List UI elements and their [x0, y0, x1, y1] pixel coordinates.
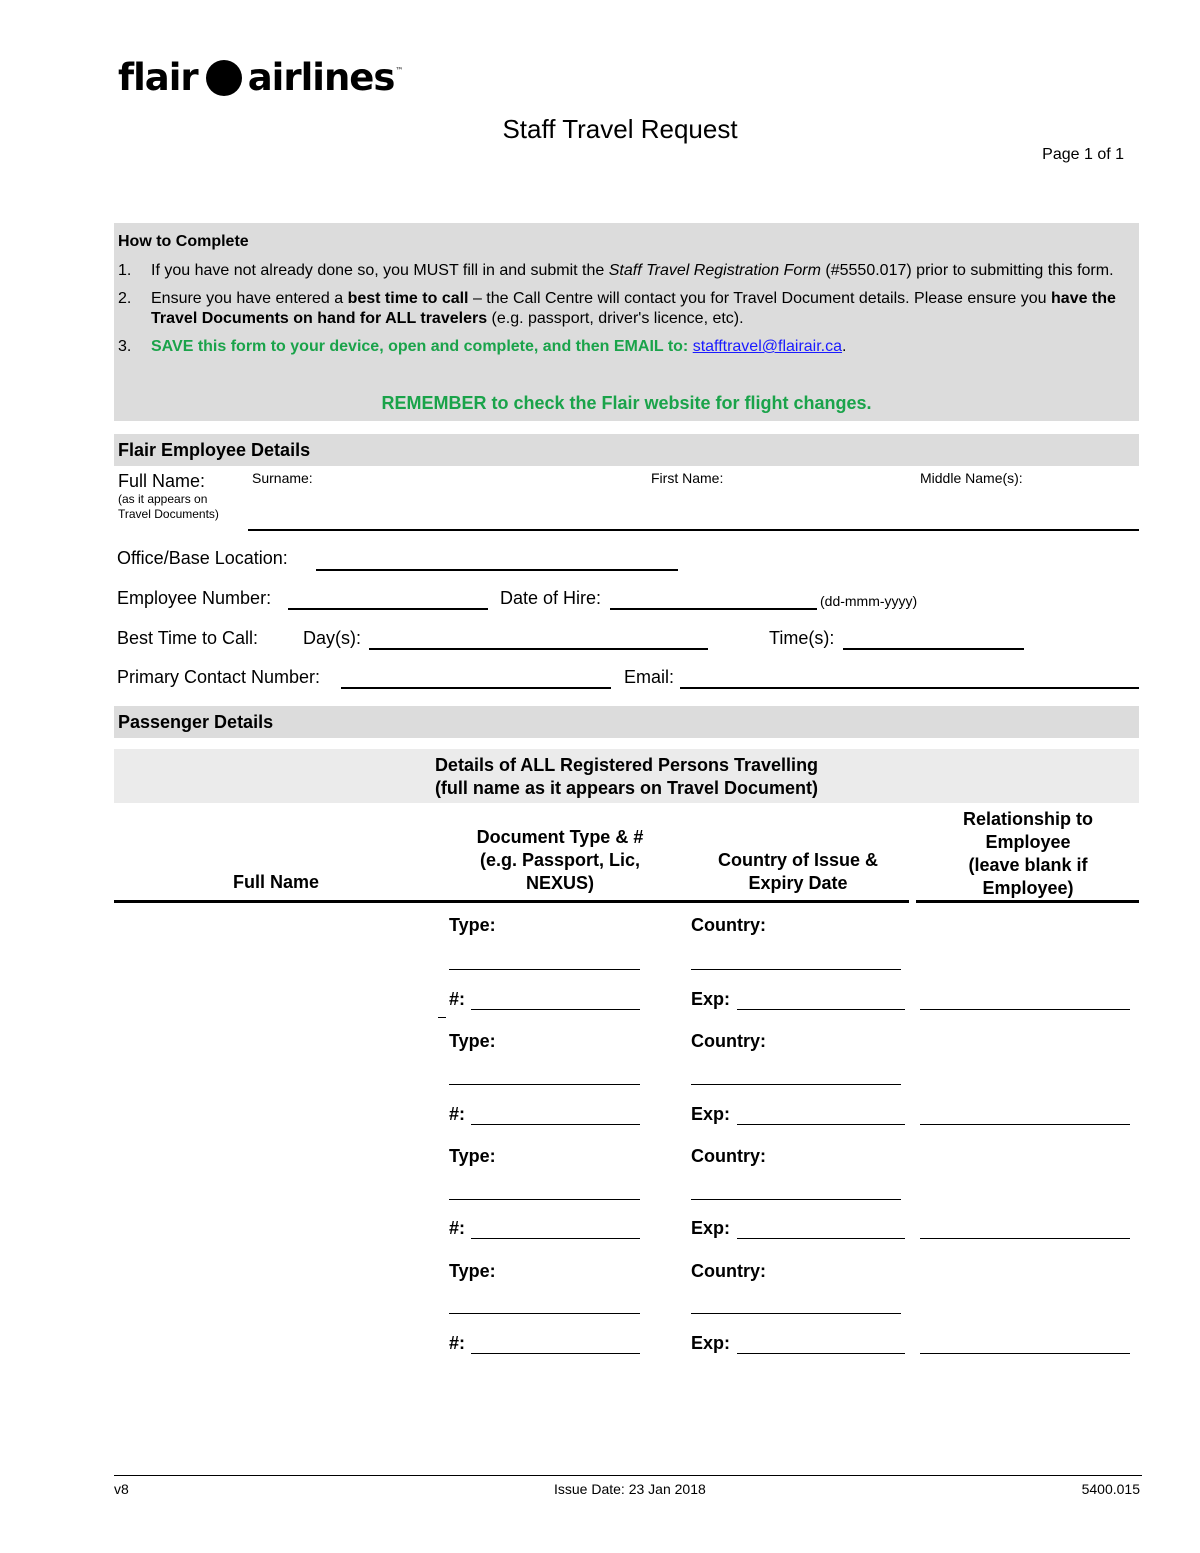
- logo-word-flair: flair: [118, 56, 198, 99]
- flair-airlines-logo: [118, 56, 402, 99]
- best-time-label: Best Time to Call:: [117, 628, 259, 648]
- days-label: Day(s):: [303, 628, 361, 648]
- header-line: Expiry Date: [748, 873, 848, 893]
- column-header-full-name: Full Name: [232, 872, 320, 892]
- header-line: Document Type & #: [476, 827, 644, 847]
- expiry-label: Exp:: [691, 1218, 731, 1238]
- employee-number-field[interactable]: [288, 608, 488, 610]
- relationship-field[interactable]: [920, 1353, 1130, 1354]
- document-number-field[interactable]: [471, 1238, 640, 1239]
- instruction-text: (#5550.017) prior to submitting this form.: [820, 262, 1114, 279]
- country-field[interactable]: [691, 1199, 901, 1200]
- country-label: Country:: [691, 915, 766, 935]
- section-title: Passenger Details: [118, 712, 274, 732]
- country-field[interactable]: [691, 1313, 901, 1314]
- document-type-field[interactable]: [449, 969, 640, 970]
- number-label: #:: [449, 1333, 466, 1353]
- full-name-field[interactable]: [248, 529, 1139, 531]
- document-number-field[interactable]: [471, 1353, 640, 1354]
- header-line: Country of Issue &: [717, 850, 878, 870]
- country-label: Country:: [691, 1261, 766, 1281]
- contact-number-label: Primary Contact Number:: [117, 667, 321, 687]
- expiry-field[interactable]: [737, 1353, 905, 1354]
- header-line: Employee): [982, 878, 1074, 898]
- passenger-details-header: [114, 706, 1139, 738]
- page-title: Staff Travel Request: [502, 114, 738, 144]
- type-label: Type:: [449, 1031, 496, 1051]
- surname-label: Surname:: [252, 470, 313, 486]
- date-of-hire-label: Date of Hire:: [500, 588, 602, 608]
- number-label: #:: [449, 1218, 466, 1238]
- footer-form-number: 5400.015: [1081, 1481, 1140, 1497]
- registered-persons-banner: [114, 749, 1139, 803]
- country-field[interactable]: [691, 969, 901, 970]
- logo-word-airlines: airlines: [247, 56, 395, 99]
- type-label: Type:: [449, 1146, 496, 1166]
- instruction-item-3: [118, 337, 1123, 357]
- full-name-note-line: Travel Documents): [118, 507, 219, 521]
- instruction-item-1: [118, 261, 1123, 281]
- page-number: Page 1 of 1: [1042, 146, 1124, 163]
- expiry-label: Exp:: [691, 989, 731, 1009]
- section-title: Flair Employee Details: [118, 440, 311, 460]
- date-format-hint: (dd-mmm-yyyy): [820, 593, 918, 609]
- date-of-hire-field[interactable]: [610, 608, 817, 610]
- instruction-text: (e.g. passport, driver's licence, etc).: [487, 310, 744, 327]
- instruction-item-2: [118, 289, 1123, 329]
- footer-issue-date: Issue Date: 23 Jan 2018: [554, 1481, 706, 1497]
- office-location-label: Office/Base Location:: [117, 548, 288, 568]
- header-line: (e.g. Passport, Lic,: [479, 850, 641, 870]
- footer-rule: [114, 1475, 1142, 1476]
- full-name-label: Full Name:: [118, 471, 206, 491]
- office-location-field[interactable]: [316, 569, 678, 571]
- country-field[interactable]: [691, 1084, 901, 1085]
- employee-number-label: Employee Number:: [117, 588, 272, 608]
- expiry-label: Exp:: [691, 1104, 731, 1124]
- first-name-label: First Name:: [651, 470, 724, 486]
- instruction-text: Ensure you have entered a: [151, 290, 348, 307]
- middle-name-label: Middle Name(s):: [920, 470, 1023, 486]
- instruction-list: [118, 261, 1123, 365]
- full-name-note-line: (as it appears on: [118, 492, 208, 506]
- table-header-rule: [916, 900, 1139, 903]
- country-label: Country:: [691, 1031, 766, 1051]
- instruction-text: – the Call Centre will contact you for Travel Document details. Please ensure you: [468, 290, 1052, 307]
- expiry-field[interactable]: [737, 1124, 905, 1125]
- times-field[interactable]: [843, 648, 1024, 650]
- document-type-field[interactable]: [449, 1313, 640, 1314]
- instruction-text: .: [842, 338, 847, 355]
- number-label: #:: [449, 1104, 466, 1124]
- instruction-emphasis: have the Travel Documents on hand for ALL travelers: [151, 290, 1116, 327]
- instruction-text: SAVE this form to your device, open and complete, and then EMAIL to:: [151, 338, 693, 355]
- expiry-field[interactable]: [737, 1009, 905, 1010]
- times-label: Time(s):: [769, 628, 835, 648]
- footer-version: v8: [114, 1481, 129, 1497]
- days-field[interactable]: [369, 648, 708, 650]
- banner-line: (full name as it appears on Travel Document): [434, 778, 819, 798]
- how-to-complete-box: [114, 223, 1139, 421]
- instruction-number: 1.: [118, 262, 132, 279]
- instruction-text: If you have not already done so, you MUST fill in and submit the: [151, 262, 609, 279]
- country-label: Country:: [691, 1146, 766, 1166]
- relationship-field[interactable]: [920, 1009, 1130, 1010]
- document-type-field[interactable]: [449, 1084, 640, 1085]
- document-number-field[interactable]: [471, 1124, 640, 1125]
- logo-dot-icon: [206, 60, 242, 96]
- email-field[interactable]: [680, 687, 1139, 689]
- number-label: #:: [449, 989, 466, 1009]
- header-line: NEXUS): [525, 873, 594, 893]
- remember-note: REMEMBER to check the Flair website for flight changes.: [381, 393, 872, 413]
- employee-details-header: [114, 434, 1139, 466]
- type-label: Type:: [449, 915, 496, 935]
- instruction-emphasis: best time to call: [347, 290, 469, 307]
- column-header-country: [688, 849, 908, 895]
- contact-number-field[interactable]: [341, 687, 611, 689]
- registration-form-name: Staff Travel Registration Form: [608, 262, 821, 279]
- relationship-field[interactable]: [920, 1124, 1130, 1125]
- expiry-field[interactable]: [737, 1238, 905, 1239]
- column-header-relationship: [918, 808, 1138, 900]
- expiry-label: Exp:: [691, 1333, 731, 1353]
- header-line: (leave blank if: [968, 855, 1088, 875]
- email-label: Email:: [624, 667, 675, 687]
- column-header-document: [440, 826, 680, 895]
- row-marker: [438, 1017, 446, 1018]
- logo-trademark: ™: [395, 66, 403, 75]
- document-number-field[interactable]: [471, 1009, 640, 1010]
- type-label: Type:: [449, 1261, 496, 1281]
- instruction-number: 2.: [118, 290, 132, 307]
- relationship-field[interactable]: [920, 1238, 1130, 1239]
- instruction-number: 3.: [118, 338, 132, 355]
- banner-line: Details of ALL Registered Persons Travelling: [434, 755, 819, 775]
- header-line: Relationship to: [963, 809, 1093, 829]
- full-name-note: [118, 492, 219, 522]
- how-to-heading: How to Complete: [118, 233, 249, 250]
- document-type-field[interactable]: [449, 1199, 640, 1200]
- header-line: Employee: [985, 832, 1071, 852]
- staff-travel-email-link[interactable]: stafftravel@flairair.ca: [692, 338, 843, 355]
- table-header-rule: [114, 900, 909, 903]
